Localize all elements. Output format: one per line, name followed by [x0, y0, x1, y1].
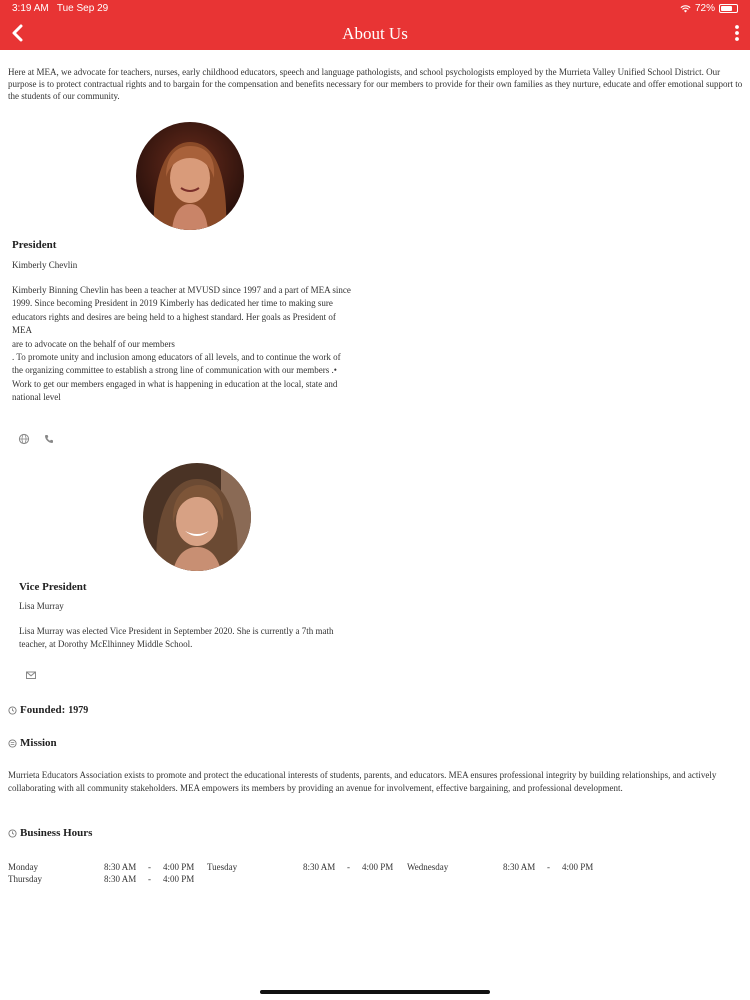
vice-president-bio: Lisa Murray was elected Vice President in September 2020. She is currently a 7th math teacher, at Dorothy McElhinney Middle School. [19, 626, 334, 650]
more-menu-button[interactable] [732, 24, 742, 42]
president-avatar [136, 122, 244, 230]
globe-icon[interactable] [18, 432, 30, 444]
status-time [12, 3, 108, 14]
clock-icon [8, 706, 17, 715]
hours-open: 8:30 AM [104, 874, 137, 884]
hours-sep: - [347, 862, 350, 872]
hours-close: 4:00 PM [362, 862, 394, 872]
business-hours-heading [8, 827, 92, 839]
phone-icon-glyph [43, 433, 55, 445]
vice-president-name: Lisa Murray [19, 601, 64, 611]
hours-open: 8:30 AM [503, 862, 536, 872]
hours-sep: - [547, 862, 550, 872]
mission-icon [8, 739, 17, 748]
battery-percent: 72% [694, 3, 715, 14]
status-date-text: Tue Sep 29 [56, 3, 109, 14]
portrait-image [136, 122, 244, 230]
hours-day: Wednesday [407, 862, 449, 872]
battery-fill [721, 6, 732, 11]
hours-close: 4:00 PM [562, 862, 594, 872]
vice-president-avatar [143, 463, 251, 571]
app-header [0, 0, 750, 50]
mission-label: Mission [20, 737, 57, 749]
hours-day: Thursday [8, 874, 42, 884]
status-time-text: 3:19 AM [12, 3, 49, 14]
founded-value: 1979 [68, 704, 89, 716]
home-indicator[interactable] [260, 990, 490, 994]
president-role: President [12, 239, 57, 251]
hours-close: 4:00 PM [163, 862, 195, 872]
envelope-icon-glyph [25, 669, 37, 681]
email-icon[interactable] [25, 668, 37, 680]
vice-president-role: Vice President [19, 581, 87, 593]
hours-sep: - [148, 874, 151, 884]
wifi-icon [680, 5, 691, 13]
mission-heading [8, 737, 57, 749]
business-hours-label: Business Hours [20, 827, 93, 839]
hours-close: 4:00 PM [163, 874, 195, 884]
hours-open: 8:30 AM [303, 862, 336, 872]
status-indicators [680, 3, 738, 14]
president-bio: Kimberly Binning Chevlin has been a teacher at MVUSD since 1997 and a part of MEA since 1999. Since becoming President in 2019 Kimberly has dedicated her time to making sure educators rights and desires are being held to a highest standard. Her goals as President of MEA are to advocate on the behalf of our members . To promote unity and inclusion among educators of all levels, and to continue the work of the organizing committee to establish a strong line of communication with our members .• Work to get our members engaged in what is happening in education at the local, state and national level [12, 285, 351, 403]
portrait-image [143, 463, 251, 571]
more-vertical-icon [732, 24, 742, 42]
clock-icon [8, 829, 17, 838]
hours-open: 8:30 AM [104, 862, 137, 872]
intro-text: Here at MEA, we advocate for teachers, nurses, early childhood educators, speech and language pathologists, and school psychologists employed by the Murrieta Valley Unified School District. Our purpose is to protect contractual rights and to bargain for the compensation and benefits necessary for our members to provide for their own families as they nurture, educate and offer emotional support to the students of our community. [8, 67, 743, 101]
hours-sep: - [148, 862, 151, 872]
hours-day: Tuesday [207, 862, 238, 872]
globe-icon-glyph [18, 433, 30, 445]
page-title: About Us [342, 24, 408, 43]
founded-label: Founded: [20, 704, 66, 716]
hours-day: Monday [8, 862, 38, 872]
founded-row [8, 704, 88, 716]
president-name: Kimberly Chevlin [12, 260, 78, 270]
battery-icon [719, 4, 738, 13]
phone-icon[interactable] [43, 432, 55, 444]
mission-text: Murrieta Educators Association exists to promote and protect the educational interests of students, parents, and educators. MEA ensures professional integrity by building relationships, and actively collaborating with all community stakeholders. MEA empowers its members by providing an avenue for involvement, effective bargaining, and professional development. [8, 770, 717, 793]
